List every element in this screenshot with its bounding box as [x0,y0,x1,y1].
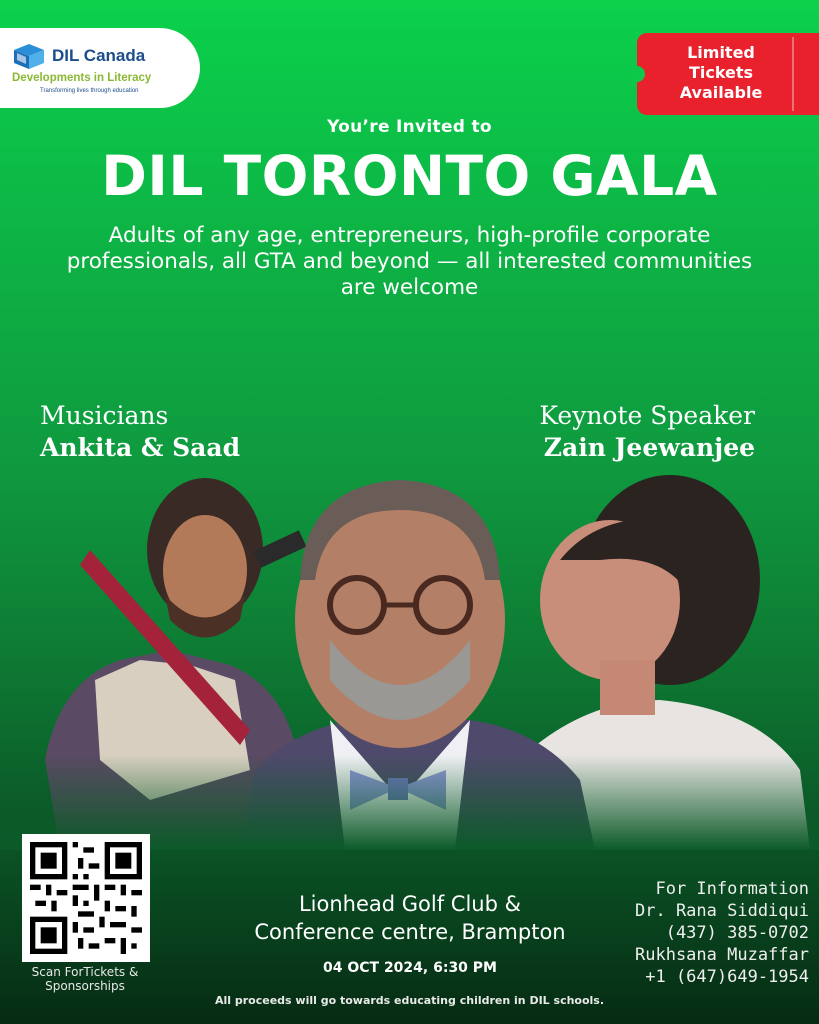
venue [220,890,600,946]
venue-line: Lionhead Golf Club & [298,892,521,916]
contact-name: Rukhsana Muzaffar [635,945,809,965]
book-logo-icon [12,42,46,70]
logo-name: DIL Canada [52,46,146,65]
speaker-photos [0,470,819,850]
musicians-role: Musicians [40,401,169,430]
qr-code[interactable] [22,834,150,962]
qr-label [10,965,160,993]
logo-tagline: Transforming lives through education [40,88,139,94]
contact-info [635,878,809,988]
badge-text [651,43,791,103]
keynote-role: Keynote Speaker [539,401,755,430]
keynote-heading [539,400,755,464]
contact-name: Dr. Rana Siddiqui [635,901,809,921]
ticket-divider [792,37,794,111]
contact-phone[interactable]: (437) 385-0702 [665,923,809,943]
contact-phone[interactable]: +1 (647)649-1954 [645,967,809,987]
qr-label-line: Scan ForTickets & [31,965,139,979]
event-subtitle: Adults of any age, entrepreneurs, high-profile corporate professionals, all GTA and beyond — all interested communities are welcome [66,223,753,300]
event-title: DIL TORONTO GALA [101,144,718,208]
footer-note: All proceeds will go towards educating children in DIL schools. [214,994,605,1007]
limited-tickets-badge [637,33,819,115]
qr-code-icon [30,842,142,954]
badge-line: Available [679,83,763,102]
ticket-notch [629,66,645,82]
musicians-names: Ankita & Saad [40,433,241,462]
keynote-names: Zain Jeewanjee [543,433,755,462]
dil-canada-logo [0,28,200,108]
badge-line: Limited [687,43,755,62]
badge-line: Tickets [688,63,754,82]
venue-line: Conference centre, Brampton [254,920,566,944]
musicians-heading [40,400,240,464]
contact-heading: For Information [655,879,809,899]
event-date: 04 OCT 2024, 6:30 PM [322,960,497,976]
qr-label-line: Sponsorships [45,979,125,993]
logo-subtitle: Developments in Literacy [12,72,152,84]
invite-intro: You’re Invited to [327,117,492,137]
